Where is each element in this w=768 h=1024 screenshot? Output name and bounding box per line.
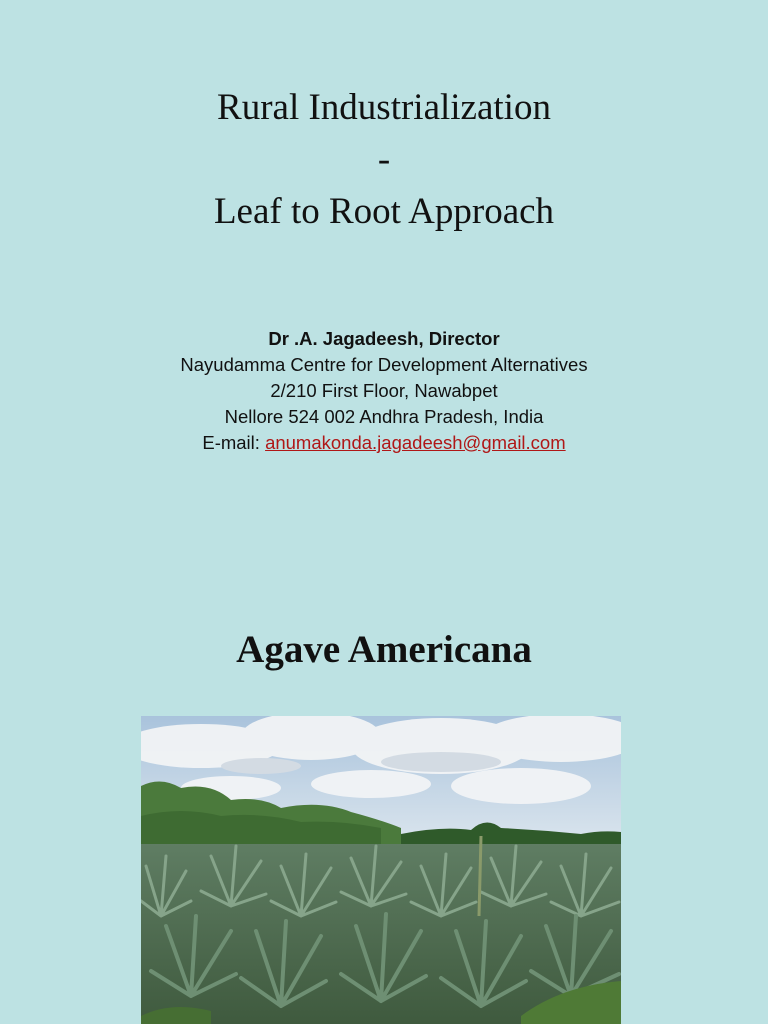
title-line-3: Leaf to Root Approach (213, 191, 555, 232)
author-organization: Nayudamma Centre for Development Alternatives (180, 354, 588, 375)
author-email-line (0, 430, 768, 456)
title-line-2: - (377, 139, 391, 180)
plant-heading: Agave Americana (236, 628, 532, 671)
author-address-line-1: 2/210 First Floor, Nawabpet (270, 380, 498, 401)
title-line-1: Rural Industrialization (217, 87, 551, 128)
agave-field-illustration (141, 716, 621, 1024)
email-label: E-mail: (202, 432, 266, 453)
author-address-line-2: Nellore 524 002 Andhra Pradesh, India (224, 406, 544, 427)
agave-field-photo (141, 716, 621, 1024)
email-link[interactable]: anumakonda.jagadeesh@gmail.com (265, 432, 566, 453)
slide-title (0, 82, 768, 238)
author-info (0, 326, 768, 456)
author-name: Dr .A. Jagadeesh, Director (268, 328, 500, 349)
